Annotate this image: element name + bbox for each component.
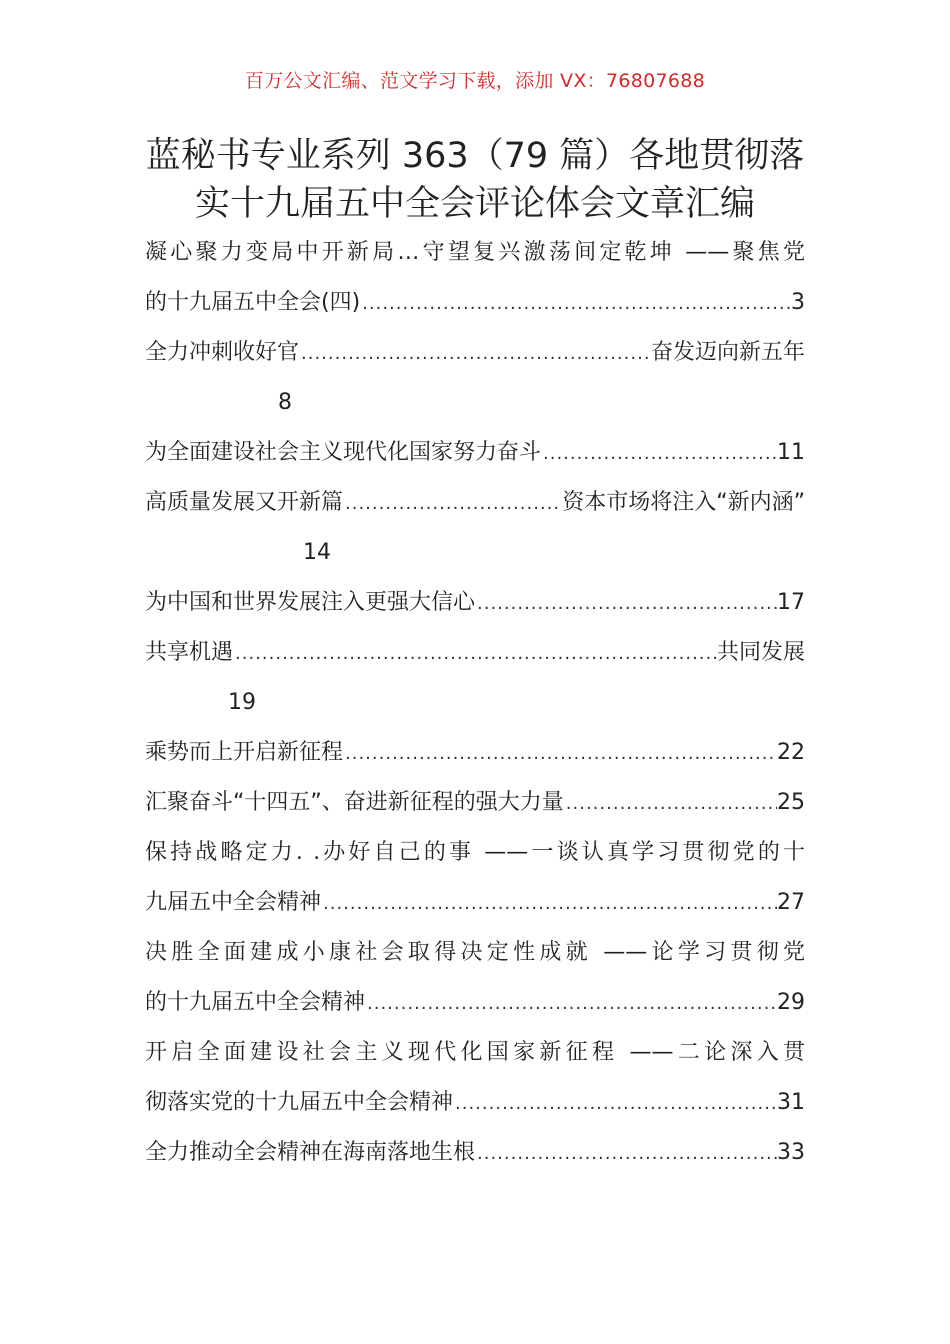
toc-entry-1-line-1[interactable]: 凝心聚力变局中开新局…守望复兴激荡间定乾坤 ——聚焦党 [145, 240, 805, 265]
page-number: 19 [228, 690, 256, 715]
header-notice: 百万公文汇编、范文学习下载，添加 VX：76807688 [244, 70, 706, 92]
page-number: 8 [278, 390, 292, 415]
toc-entry-title-tail: 资本市场将注入“新内涵” [562, 490, 805, 515]
toc-entry-title: 高质量发展又开新篇 [145, 490, 344, 515]
page-number: 11 [777, 440, 805, 465]
toc-entry-title-tail: 共同发展 [716, 640, 805, 665]
dot-leader [475, 1129, 777, 1178]
toc-entry-title: 乘势而上开启新征程 [145, 740, 344, 765]
toc-entry-7[interactable] [145, 728, 805, 778]
toc-entry-title: 的十九届五中全会(四) [145, 290, 361, 315]
toc-entry-9-line-2[interactable] [145, 878, 805, 928]
page-number: 31 [777, 1090, 805, 1115]
toc-entry-11-line-1[interactable]: 开启全面建设社会主义现代化国家新征程 ——二论深入贯 [145, 1040, 805, 1065]
title-line-2: 实十九届五中全会评论体会文章汇编 [194, 184, 755, 224]
dot-leader [541, 429, 777, 478]
toc-entry-title: 的十九届五中全会精神 [145, 990, 366, 1015]
table-of-contents [145, 228, 805, 1178]
dot-leader [299, 329, 651, 378]
toc-entry-5[interactable] [145, 578, 805, 628]
toc-entry-title: 全力推动全会精神在海南落地生根 [145, 1140, 476, 1165]
toc-entry-12[interactable] [145, 1128, 805, 1178]
dot-leader [453, 1079, 777, 1128]
toc-entry-title: 汇聚奋斗“十四五”、奋进新征程的强大力量 [145, 790, 564, 815]
toc-entry-9-line-1[interactable]: 保持战略定力. .办好自己的事 ——一谈认真学习贯彻党的十 [145, 840, 805, 865]
dot-leader [343, 479, 562, 528]
toc-entry-8[interactable] [145, 778, 805, 828]
page-number: 17 [777, 590, 805, 615]
page-number: 22 [777, 740, 805, 765]
toc-entry-title: 为全面建设社会主义现代化国家努力奋斗 [145, 440, 542, 465]
toc-entry-6-page-line [145, 678, 805, 728]
toc-entry-1-line-2[interactable] [145, 278, 805, 328]
dot-leader [233, 629, 717, 678]
toc-entry-title: 九届五中全会精神 [145, 890, 322, 915]
toc-entry-2[interactable] [145, 328, 805, 378]
dot-leader [321, 879, 777, 928]
toc-entry-3[interactable] [145, 428, 805, 478]
toc-entry-6[interactable] [145, 628, 805, 678]
toc-entry-4-page-line [145, 528, 805, 578]
page-number: 29 [777, 990, 805, 1015]
dot-leader [360, 279, 791, 328]
toc-entry-10-line-2[interactable] [145, 978, 805, 1028]
toc-entry-4[interactable] [145, 478, 805, 528]
toc-entry-title: 共享机遇 [145, 640, 234, 665]
toc-entry-2-page-line [145, 378, 805, 428]
toc-entry-title: 为中国和世界发展注入更强大信心 [145, 590, 476, 615]
page-number: 3 [791, 290, 805, 315]
toc-entry-11-line-2[interactable] [145, 1078, 805, 1128]
dot-leader [475, 579, 777, 628]
page-number: 25 [777, 790, 805, 815]
dot-leader [365, 979, 777, 1028]
toc-entry-title: 彻落实党的十九届五中全会精神 [145, 1090, 454, 1115]
page-number: 33 [777, 1140, 805, 1165]
page-number: 14 [303, 540, 331, 565]
document-title [0, 132, 950, 228]
title-line-1: 蓝秘书专业系列 363（79 篇）各地贯彻落 [145, 136, 805, 176]
toc-entry-title-tail: 奋发迈向新五年 [650, 340, 805, 365]
dot-leader [564, 779, 777, 828]
toc-entry-10-line-1[interactable]: 决胜全面建成小康社会取得决定性成就 ——论学习贯彻党 [145, 940, 805, 965]
toc-entry-title: 全力冲刺收好官 [145, 340, 300, 365]
dot-leader [343, 729, 777, 778]
page-number: 27 [777, 890, 805, 915]
